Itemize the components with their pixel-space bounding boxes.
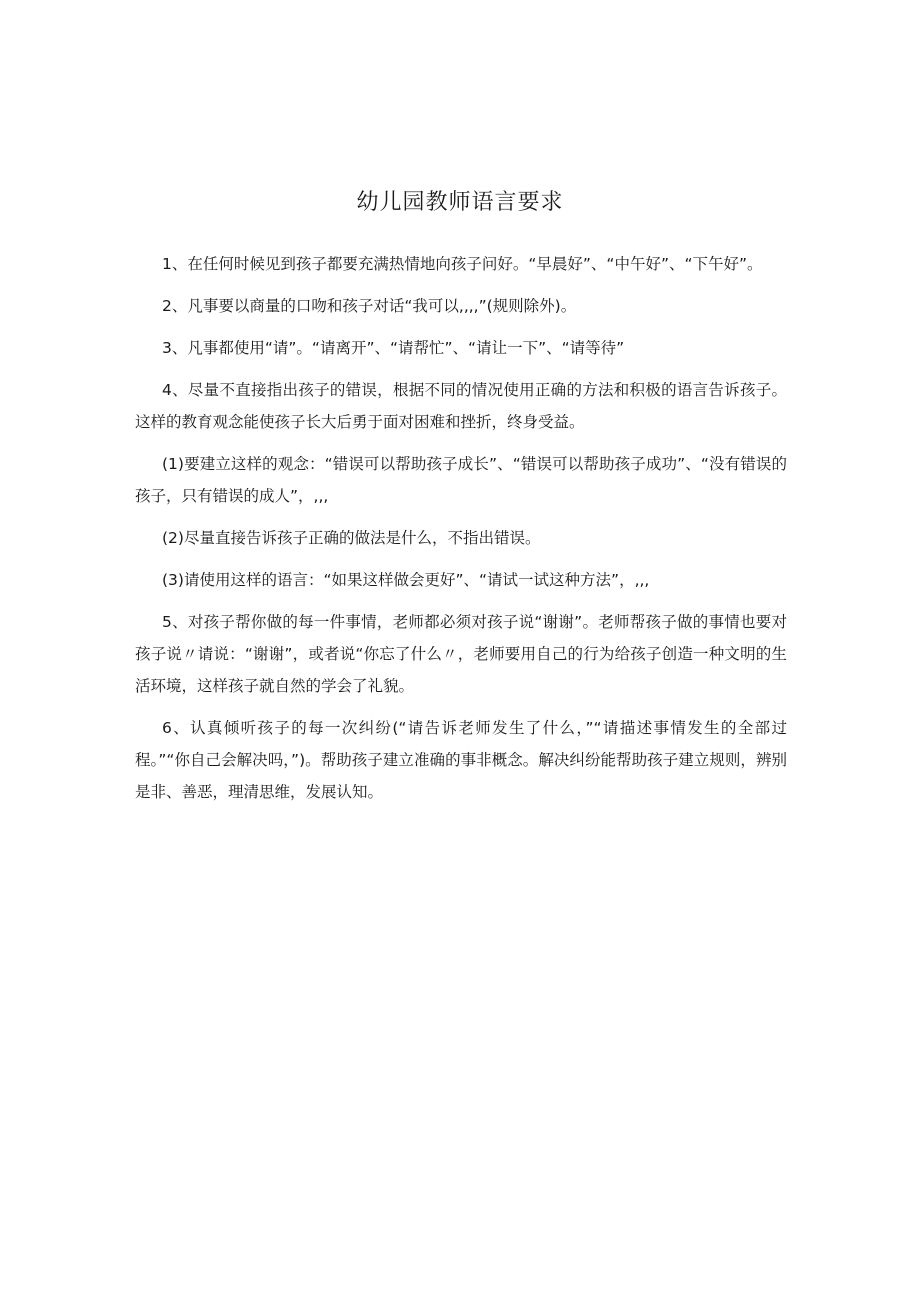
paragraph-4-mistakes: 4、尽量不直接指出孩子的错误，根据不同的情况使用正确的方法和积极的语言告诉孩子。这样的教育观念能使孩子长大后勇于面对困难和挫折，终身受益。 <box>135 381 787 431</box>
paragraph-1-greetings: 1、在任何时候见到孩子都要充满热情地向孩子问好。“早晨好”、“中午好”、“下午好”。 <box>162 255 763 273</box>
paragraph-5-thanks: 5、对孩子帮你做的每一件事情，老师都必须对孩子说“谢谢”。老师帮孩子做的事情也要对孩子说〃请说：“谢谢”，或者说“你忘了什么〃，老师要用自己的行为给孩子创造一种文明的生活环境，这样孩子就自然的学会了礼貌。 <box>135 613 787 695</box>
document-title: 幼儿园教师语言要求 <box>356 190 564 215</box>
paragraph-4-2-direct: (2)尽量直接告诉孩子正确的做法是什么，不指出错误。 <box>162 529 541 547</box>
paragraph-4-3-language: (3)请使用这样的语言：“如果这样做会更好”、“请试一试这种方法”，,,, <box>162 571 650 589</box>
paragraph-6-disputes: 6、认真倾听孩子的每一次纠纷(“请告诉老师发生了什么，”“请描述事情发生的全部过程。”“你自己会解决吗，”)。帮助孩子建立准确的事非概念。解决纠纷能帮助孩子建立规则，辨别是非、善恶，理清思维，发展认知。 <box>135 719 787 801</box>
document-body <box>135 248 787 808</box>
paragraph-2-consult-tone: 2、凡事要以商量的口吻和孩子对话“我可以,,,,”(规则除外)。 <box>162 297 577 315</box>
paragraph-3-use-please: 3、凡事都使用“请”。“请离开”、“请帮忙”、“请让一下”、“请等待” <box>162 339 625 357</box>
paragraph-4-1-concept: (1)要建立这样的观念：“错误可以帮助孩子成长”、“错误可以帮助孩子成功”、“没有错误的孩子，只有错误的成人”，,,, <box>135 455 787 505</box>
